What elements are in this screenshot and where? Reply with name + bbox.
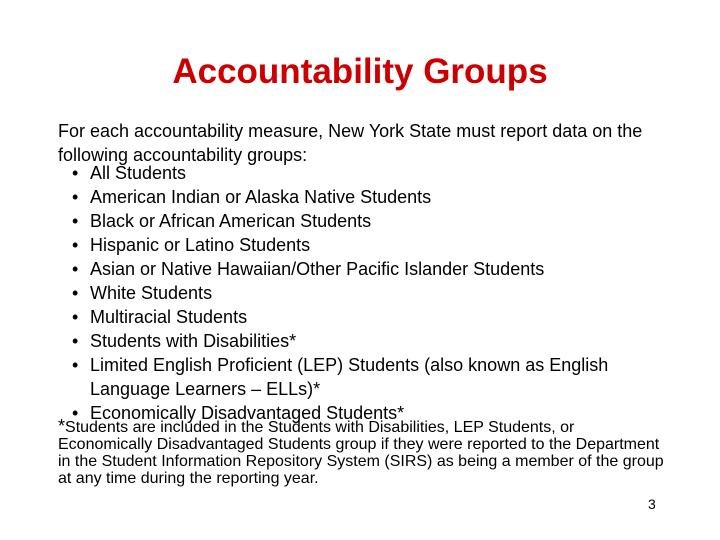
list-item	[72, 209, 682, 233]
slide-title: Accountability Groups	[172, 52, 548, 91]
group-label: Multiracial Students	[90, 307, 248, 327]
bullet-icon: •	[72, 259, 79, 279]
footnote-text: Students are included in the Students with Disabilities, LEP Students, or Economically Disadvantaged Students group if they were reported to the Department in the Student Information Repository System (SIRS) as being a member of the group at any time during the reporting year.	[58, 419, 664, 487]
group-label: Asian or Native Hawaiian/Other Pacific Islander Students	[90, 259, 545, 279]
bullet-icon: •	[72, 355, 79, 375]
group-label: Hispanic or Latino Students	[90, 235, 311, 255]
bullet-icon: •	[72, 307, 79, 327]
list-item	[72, 185, 682, 209]
accountability-groups-list	[72, 161, 682, 425]
list-item	[72, 281, 682, 305]
group-label: Limited English Proficient (LEP) Students (also known as English Language Learners – ELLs)*	[90, 355, 609, 399]
list-item	[72, 257, 682, 281]
group-label: White Students	[90, 283, 213, 303]
list-item	[72, 329, 682, 353]
bullet-icon: •	[72, 163, 79, 183]
footnote-marker: *	[58, 416, 66, 436]
group-label: Black or African American Students	[90, 211, 372, 231]
bullet-icon: •	[72, 331, 79, 351]
list-item	[72, 353, 682, 401]
bullet-icon: •	[72, 235, 79, 255]
list-item	[72, 161, 682, 185]
group-label: American Indian or Alaska Native Students	[90, 187, 432, 207]
footnote	[58, 418, 673, 487]
intro-text: For each accountability measure, New York State must report data on the following accountability groups:	[58, 121, 643, 165]
list-item	[72, 305, 682, 329]
page-number: 3	[648, 496, 656, 512]
group-label: Economically Disadvantaged Students*	[90, 403, 405, 423]
bullet-icon: •	[72, 187, 79, 207]
group-label: All Students	[90, 163, 187, 183]
bullet-icon: •	[72, 403, 79, 423]
bullet-icon: •	[72, 283, 79, 303]
group-label: Students with Disabilities*	[90, 331, 297, 351]
bullet-icon: •	[72, 211, 79, 231]
list-item	[72, 233, 682, 257]
